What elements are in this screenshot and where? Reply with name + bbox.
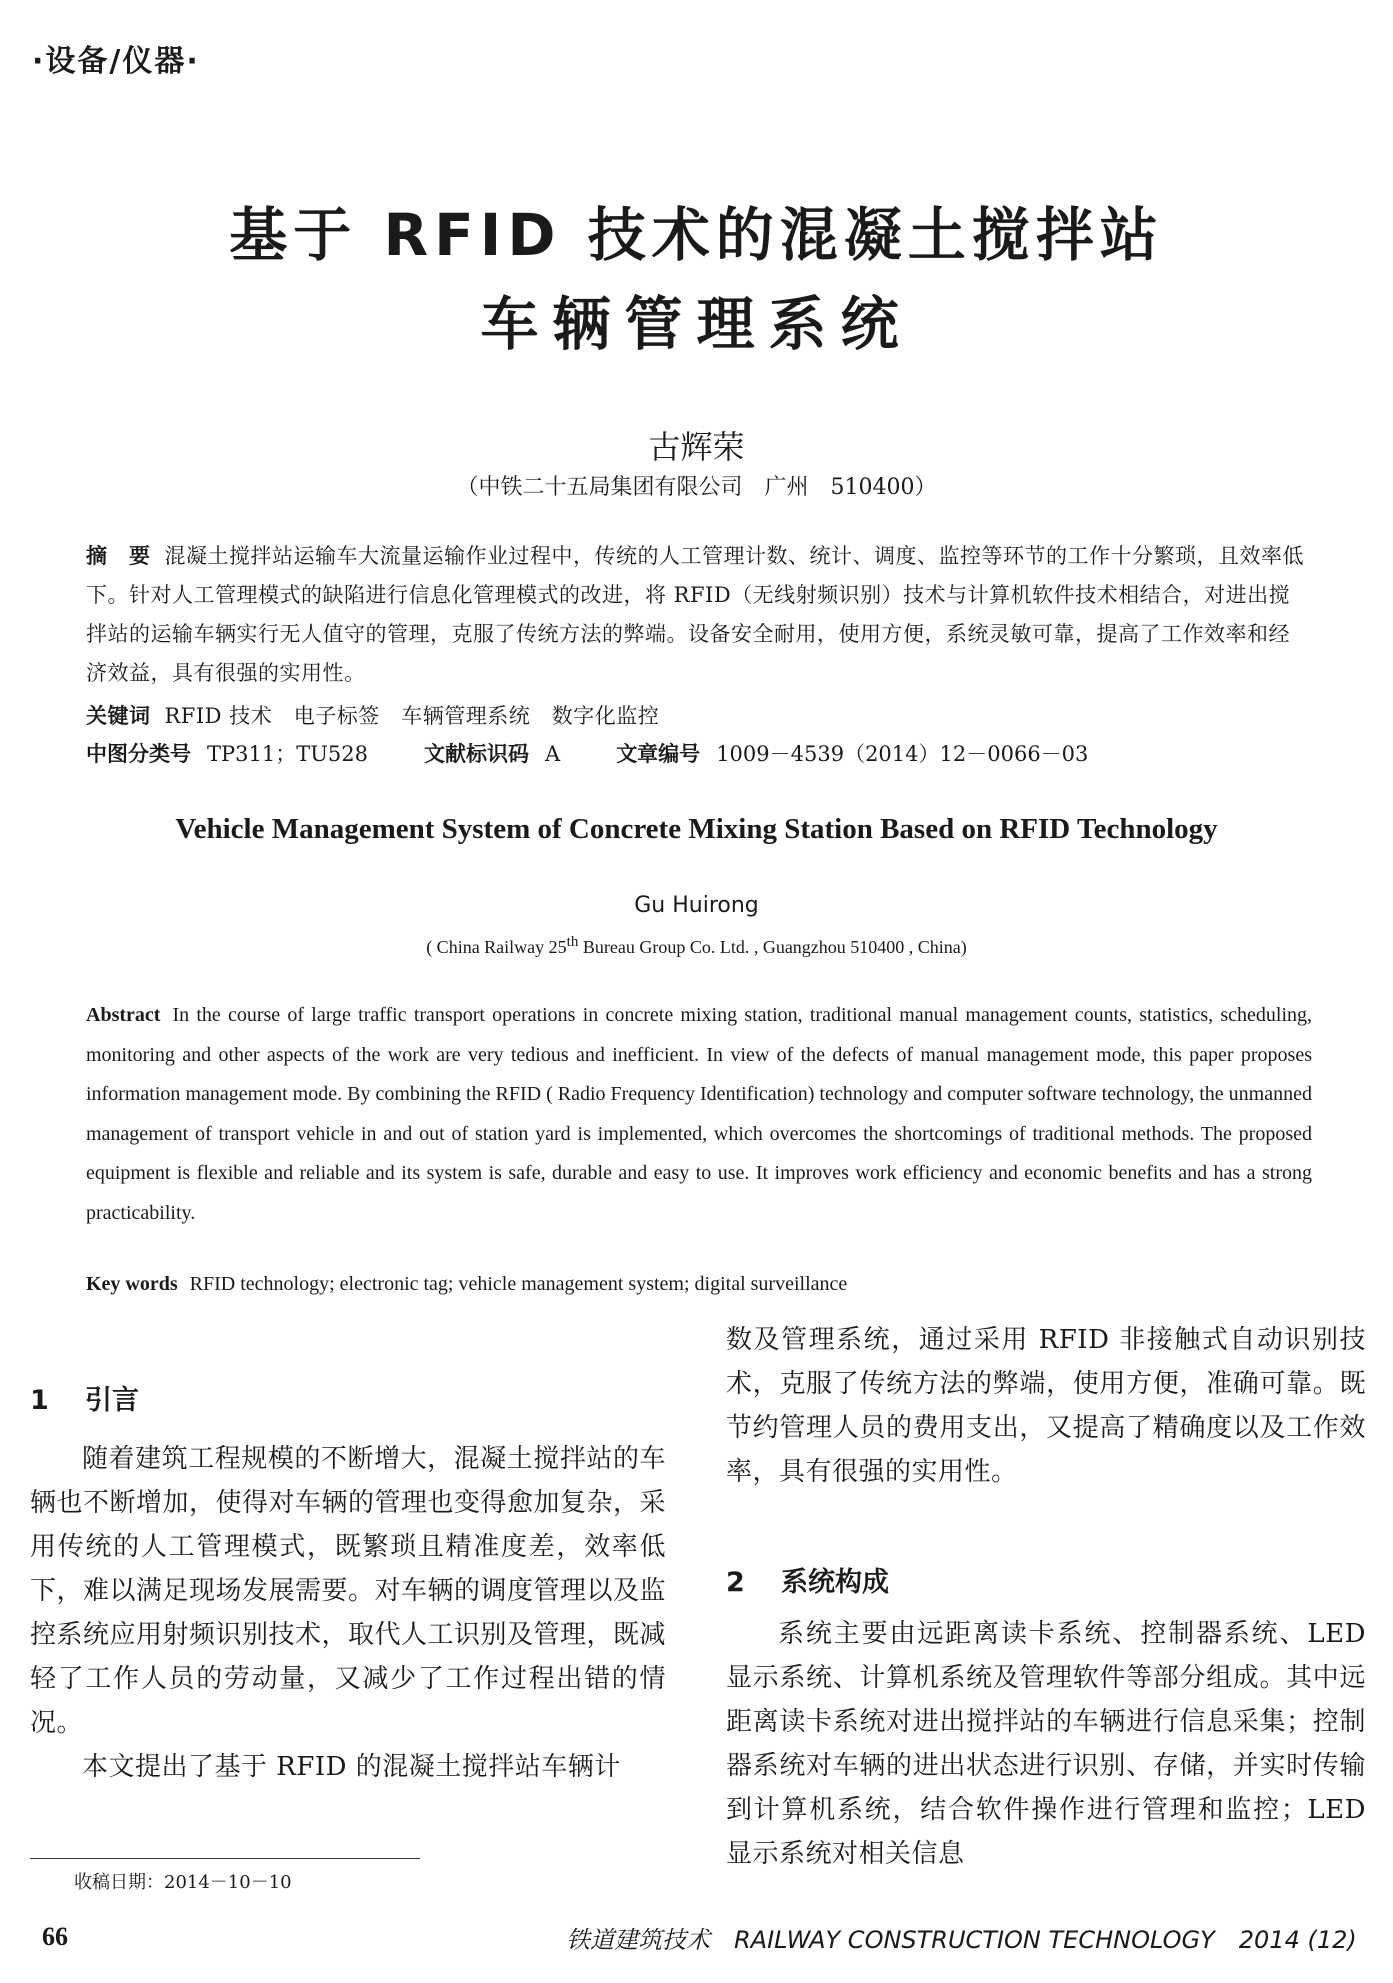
affiliation-en-part-2: Bureau Group Co. Ltd. , Guangzhou 510400 , China)	[578, 937, 967, 957]
footnote-received-date: 收稿日期：2014－10－10	[74, 1872, 292, 1893]
page-number: 66	[42, 1922, 68, 1951]
section-2-number: 2	[726, 1567, 745, 1598]
journal-footer: 铁道建筑技术 RAILWAY CONSTRUCTION TECHNOLOGY 2014 (12)	[566, 1926, 1357, 1954]
author-en: Gu Huirong	[634, 893, 759, 918]
section-2-paragraph-1: 系统主要由远距离读卡系统、控制器系统、LED 显示系统、计算机系统及管理软件等部分组成。其中远距离读卡系统对进出搅拌站的车辆进行信息采集；控制器系统对车辆的进出状态进行识别、存储，并实时传输到计算机系统，结合软件操作进行管理和监控；LED 显示系统对相关信息	[726, 1619, 1366, 1869]
clc-value: TP311；TU528	[207, 742, 369, 766]
section-1-heading	[30, 1378, 139, 1417]
keywords-en-label: Key words	[86, 1273, 178, 1295]
section-tag: ·设备/仪器·	[32, 44, 200, 79]
doc-code-label: 文献标识码	[424, 742, 530, 766]
clc-label: 中图分类号	[86, 742, 191, 766]
abstract-en	[86, 996, 1312, 1233]
title-cn-line-1: 基于 RFID 技术的混凝土搅拌站	[229, 201, 1164, 269]
doc-code-value: A	[545, 742, 561, 766]
abstract-cn-label: 摘 要	[86, 544, 151, 568]
article-no-label: 文章编号	[616, 742, 701, 766]
keywords-en-text: RFID technology; electronic tag; vehicle management system; digital surveillance	[189, 1273, 848, 1295]
author-cn: 古辉荣	[648, 428, 745, 466]
affiliation-en-part-1: ( China Railway 25	[426, 937, 567, 957]
section-1-number: 1	[30, 1385, 49, 1416]
abstract-en-label: Abstract	[86, 1004, 161, 1026]
affiliation-en	[0, 934, 1393, 958]
keywords-en	[86, 1273, 847, 1296]
footnote-rule	[30, 1858, 420, 1859]
right-column-continuation: 数及管理系统，通过采用 RFID 非接触式自动识别技术，克服了传统方法的弊端，使用方便，准确可靠。既节约管理人员的费用支出，又提高了精确度以及工作效率，具有很强的实用性。	[726, 1325, 1366, 1487]
affiliation-cn: （中铁二十五局集团有限公司 广州 510400）	[456, 475, 937, 500]
affiliation-en-sup: th	[566, 934, 579, 950]
section-2-heading	[726, 1560, 889, 1599]
section-2-title: 系统构成	[781, 1567, 889, 1598]
section-1-paragraph-2: 本文提出了基于 RFID 的混凝土搅拌站车辆计	[82, 1752, 621, 1782]
section-1-title: 引言	[85, 1385, 139, 1416]
keywords-cn	[86, 697, 1306, 736]
title-en: Vehicle Management System of Concrete Mixing Station Based on RFID Technology	[175, 813, 1218, 845]
keywords-cn-label: 关键词	[86, 704, 151, 728]
title-cn-line-2: 车辆管理系统	[480, 290, 913, 358]
article-no-value: 1009－4539（2014）12－0066－03	[716, 742, 1089, 766]
abstract-cn	[86, 537, 1306, 693]
section-1-paragraph-1: 随着建筑工程规模的不断增大，混凝土搅拌站的车辆也不断增加，使得对车辆的管理也变得愈加复杂，采用传统的人工管理模式，既繁琐且精准度差，效率低下，难以满足现场发展需要。对车辆的调度管理以及监控系统应用射频识别技术，取代人工识别及管理，既减轻了工作人员的劳动量，又减少了工作过程出错的情况。	[30, 1444, 667, 1738]
classification-line	[86, 738, 1088, 768]
abstract-en-text: In the course of large traffic transport operations in concrete mixing station, traditional manual management counts, statistics, scheduling, monitoring and other aspects of the work are very tedious and inefficient. In view of the defects of manual management mode, this paper proposes information management mode. By combining the RFID ( Radio Frequency Identification) technology and computer software technology, the unmanned management of transport vehicle in and out of station yard is implemented, which overcomes the shortcomings of traditional methods. The proposed equipment is flexible and reliable and its system is safe, durable and easy to use. It improves work efficiency and economic benefits and has a strong practicability.	[86, 1004, 1312, 1224]
keywords-cn-text: RFID 技术 电子标签 车辆管理系统 数字化监控	[164, 704, 660, 728]
abstract-cn-text: 混凝土搅拌站运输车大流量运输作业过程中，传统的人工管理计数、统计、调度、监控等环节的工作十分繁琐，且效率低下。针对人工管理模式的缺陷进行信息化管理模式的改进，将 RFID（无线射频识别）技术与计算机软件技术相结合，对进出搅拌站的运输车辆实行无人值守的管理，克服了传统方法的弊端。设备安全耐用，使用方便，系统灵敏可靠，提高了工作效率和经济效益，具有很强的实用性。	[86, 544, 1304, 685]
